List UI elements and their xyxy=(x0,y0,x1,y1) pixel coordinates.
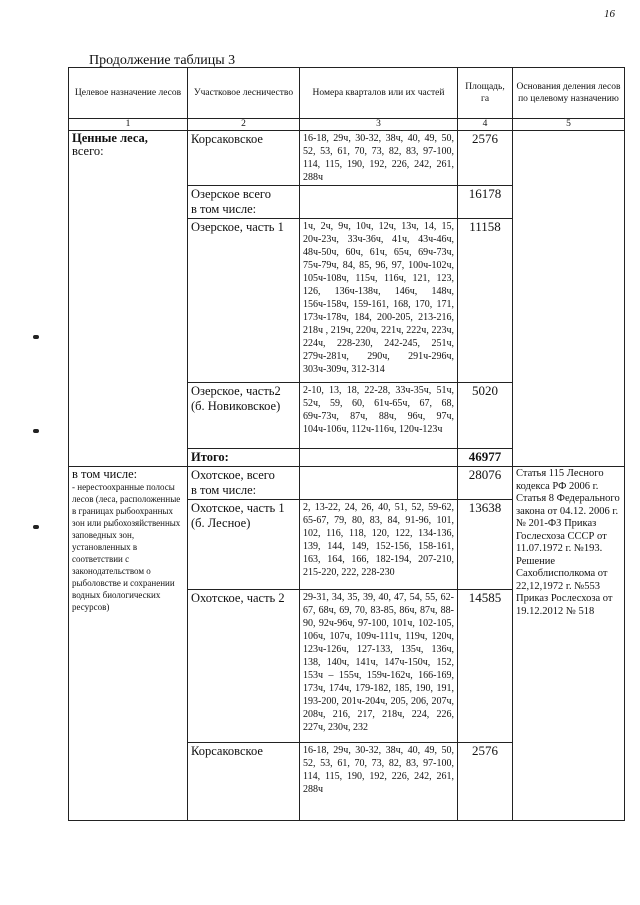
district-label-2: в том числе: xyxy=(191,483,257,497)
district-label: Озерское всего xyxy=(191,187,271,201)
district-cell xyxy=(188,383,300,449)
forest-table xyxy=(68,67,625,821)
header-purpose: Целевое назначение лесов xyxy=(69,68,188,119)
header-area: Площадь, га xyxy=(458,68,513,119)
district-cell xyxy=(188,467,300,500)
quarters-cell xyxy=(300,186,458,219)
area-cell: 5020 xyxy=(458,383,513,449)
purpose-label-2: всего: xyxy=(72,144,104,158)
district-cell: Корсаковское xyxy=(188,131,300,186)
hole-punch-mark xyxy=(33,429,39,433)
area-cell: 16178 xyxy=(458,186,513,219)
area-cell: 2576 xyxy=(458,743,513,821)
district-label: Озерское, часть2 xyxy=(191,384,281,398)
quarters-cell: 2, 13-22, 24, 26, 40, 51, 52, 59-62, 65-67, 79, 80, 83, 84, 91-96, 101, 102, 116, 118, 120, 122, 134-136, 139, 144, 149, 152-156, 158-161, 163, 164, 166, 182-194, 207-210, 215-220, 222, 228-230 xyxy=(300,500,458,590)
district-cell xyxy=(188,500,300,590)
district-label-2: в том числе: xyxy=(191,202,257,216)
purpose-label: в том числе: xyxy=(72,467,138,481)
quarters-cell: 29-31, 34, 35, 39, 40, 47, 54, 55, 62-67, 68ч, 69, 70, 83-85, 86ч, 87ч, 88-90, 92ч-96ч, 97-100, 101ч, 102-105, 106ч, 107ч, 109ч-111ч, 119ч, 120ч, 123ч-126ч, 127-133, 135ч, 136ч, 138, 140ч, 141ч, 147ч-150ч, 152, 153ч – 155ч, 159ч-162ч, 166-169, 173ч, 174ч, 179-182, 185, 190, 191, 193-200, 201ч-204ч, 205, 206, 207ч, 208ч, 216, 217, 218ч, 224, 226, 227ч, 230ч, 232 xyxy=(300,590,458,743)
area-cell: 13638 xyxy=(458,500,513,590)
district-cell: Корсаковское xyxy=(188,743,300,821)
area-cell: 14585 xyxy=(458,590,513,743)
purpose-description: - нерестоохранные полосы лесов (леса, расположенные в границах рыбоохранных зон или рыбохозяйственных заповедных зон, установленных в соответствии с законодательством о рыболовстве и сохранении водных биологических ресурсов) xyxy=(72,482,181,612)
district-label: Охотское, всего xyxy=(191,468,275,482)
district-cell xyxy=(188,186,300,219)
area-cell: 28076 xyxy=(458,467,513,500)
column-number: 2 xyxy=(188,119,300,131)
basis-cell: Статья 115 Лесного кодекса РФ 2006 г. Статья 8 Федерального закона от 04.12. 2006 г. № 201-ФЗ Приказ Гослесхоза СССР от 11.07.1972 г. №193. Решение Сахоблисполкома от 22,12,1972 г. №553 Приказ Рослесхоза от 19.12.2012 № 518 xyxy=(513,467,625,821)
district-label: Охотское, часть 1 xyxy=(191,501,285,515)
header-basis: Основания деления лесов по целевому назначению xyxy=(513,68,625,119)
column-number: 5 xyxy=(513,119,625,131)
hole-punch-mark xyxy=(33,335,39,339)
hole-punch-mark xyxy=(33,525,39,529)
quarters-cell: 2-10, 13, 18, 22-28, 33ч-35ч, 51ч, 52ч, 59, 60, 61ч-65ч, 67, 68, 69ч-73ч, 87ч, 88ч, 96ч, 97ч, 104ч-106ч, 112ч-116ч, 120ч-123ч xyxy=(300,383,458,449)
header-quarters: Номера кварталов или их частей xyxy=(300,68,458,119)
page-number: 16 xyxy=(604,8,615,20)
column-number: 4 xyxy=(458,119,513,131)
column-number-row xyxy=(69,119,625,131)
total-area: 46977 xyxy=(458,449,513,467)
district-label-2: (б. Лесное) xyxy=(191,516,251,530)
header-row xyxy=(69,68,625,119)
purpose-cell xyxy=(69,467,188,821)
quarters-cell: 1ч, 2ч, 9ч, 10ч, 12ч, 13ч, 14, 15, 20ч-23ч, 33ч-36ч, 41ч, 43ч-46ч, 48ч-50ч, 60ч, 61ч, 65ч, 69ч-73ч, 75ч-79ч, 84, 85, 96, 97, 100ч-102ч, 105ч-108ч, 115ч, 116ч, 121, 123, 126, 136ч-138ч, 146ч, 148ч, 156ч-158ч, 159-161, 168, 170, 171, 173ч-178ч, 184, 200-205, 213-216, 218ч , 219ч, 220ч, 221ч, 222ч, 223ч, 224ч, 228-230, 242-245, 251ч, 279ч-281ч, 290ч, 291ч-296ч, 303ч-309ч, 312-314 xyxy=(300,219,458,383)
quarters-cell: 16-18, 29ч, 30-32, 38ч, 40, 49, 50, 52, 53, 61, 70, 73, 82, 83, 97-100, 114, 115, 190, 192, 226, 242, 261, 288ч xyxy=(300,743,458,821)
table-caption: Продолжение таблицы 3 xyxy=(89,53,236,68)
district-cell: Охотское, часть 2 xyxy=(188,590,300,743)
column-number: 1 xyxy=(69,119,188,131)
basis-cell-empty xyxy=(513,131,625,467)
table-row xyxy=(69,467,625,500)
purpose-label: Ценные леса, xyxy=(72,131,148,145)
total-label: Итого: xyxy=(188,449,300,467)
area-cell: 11158 xyxy=(458,219,513,383)
area-cell: 2576 xyxy=(458,131,513,186)
quarters-cell xyxy=(300,449,458,467)
header-district: Участковое лесничество xyxy=(188,68,300,119)
district-cell: Озерское, часть 1 xyxy=(188,219,300,383)
purpose-cell xyxy=(69,131,188,467)
column-number: 3 xyxy=(300,119,458,131)
table-row xyxy=(69,131,625,186)
quarters-cell: 16-18, 29ч, 30-32, 38ч, 40, 49, 50, 52, 53, 61, 70, 73, 82, 83, 97-100, 114, 115, 190, 192, 226, 242, 261, 288ч xyxy=(300,131,458,186)
district-label-2: (б. Новиковское) xyxy=(191,399,281,413)
quarters-cell xyxy=(300,467,458,500)
